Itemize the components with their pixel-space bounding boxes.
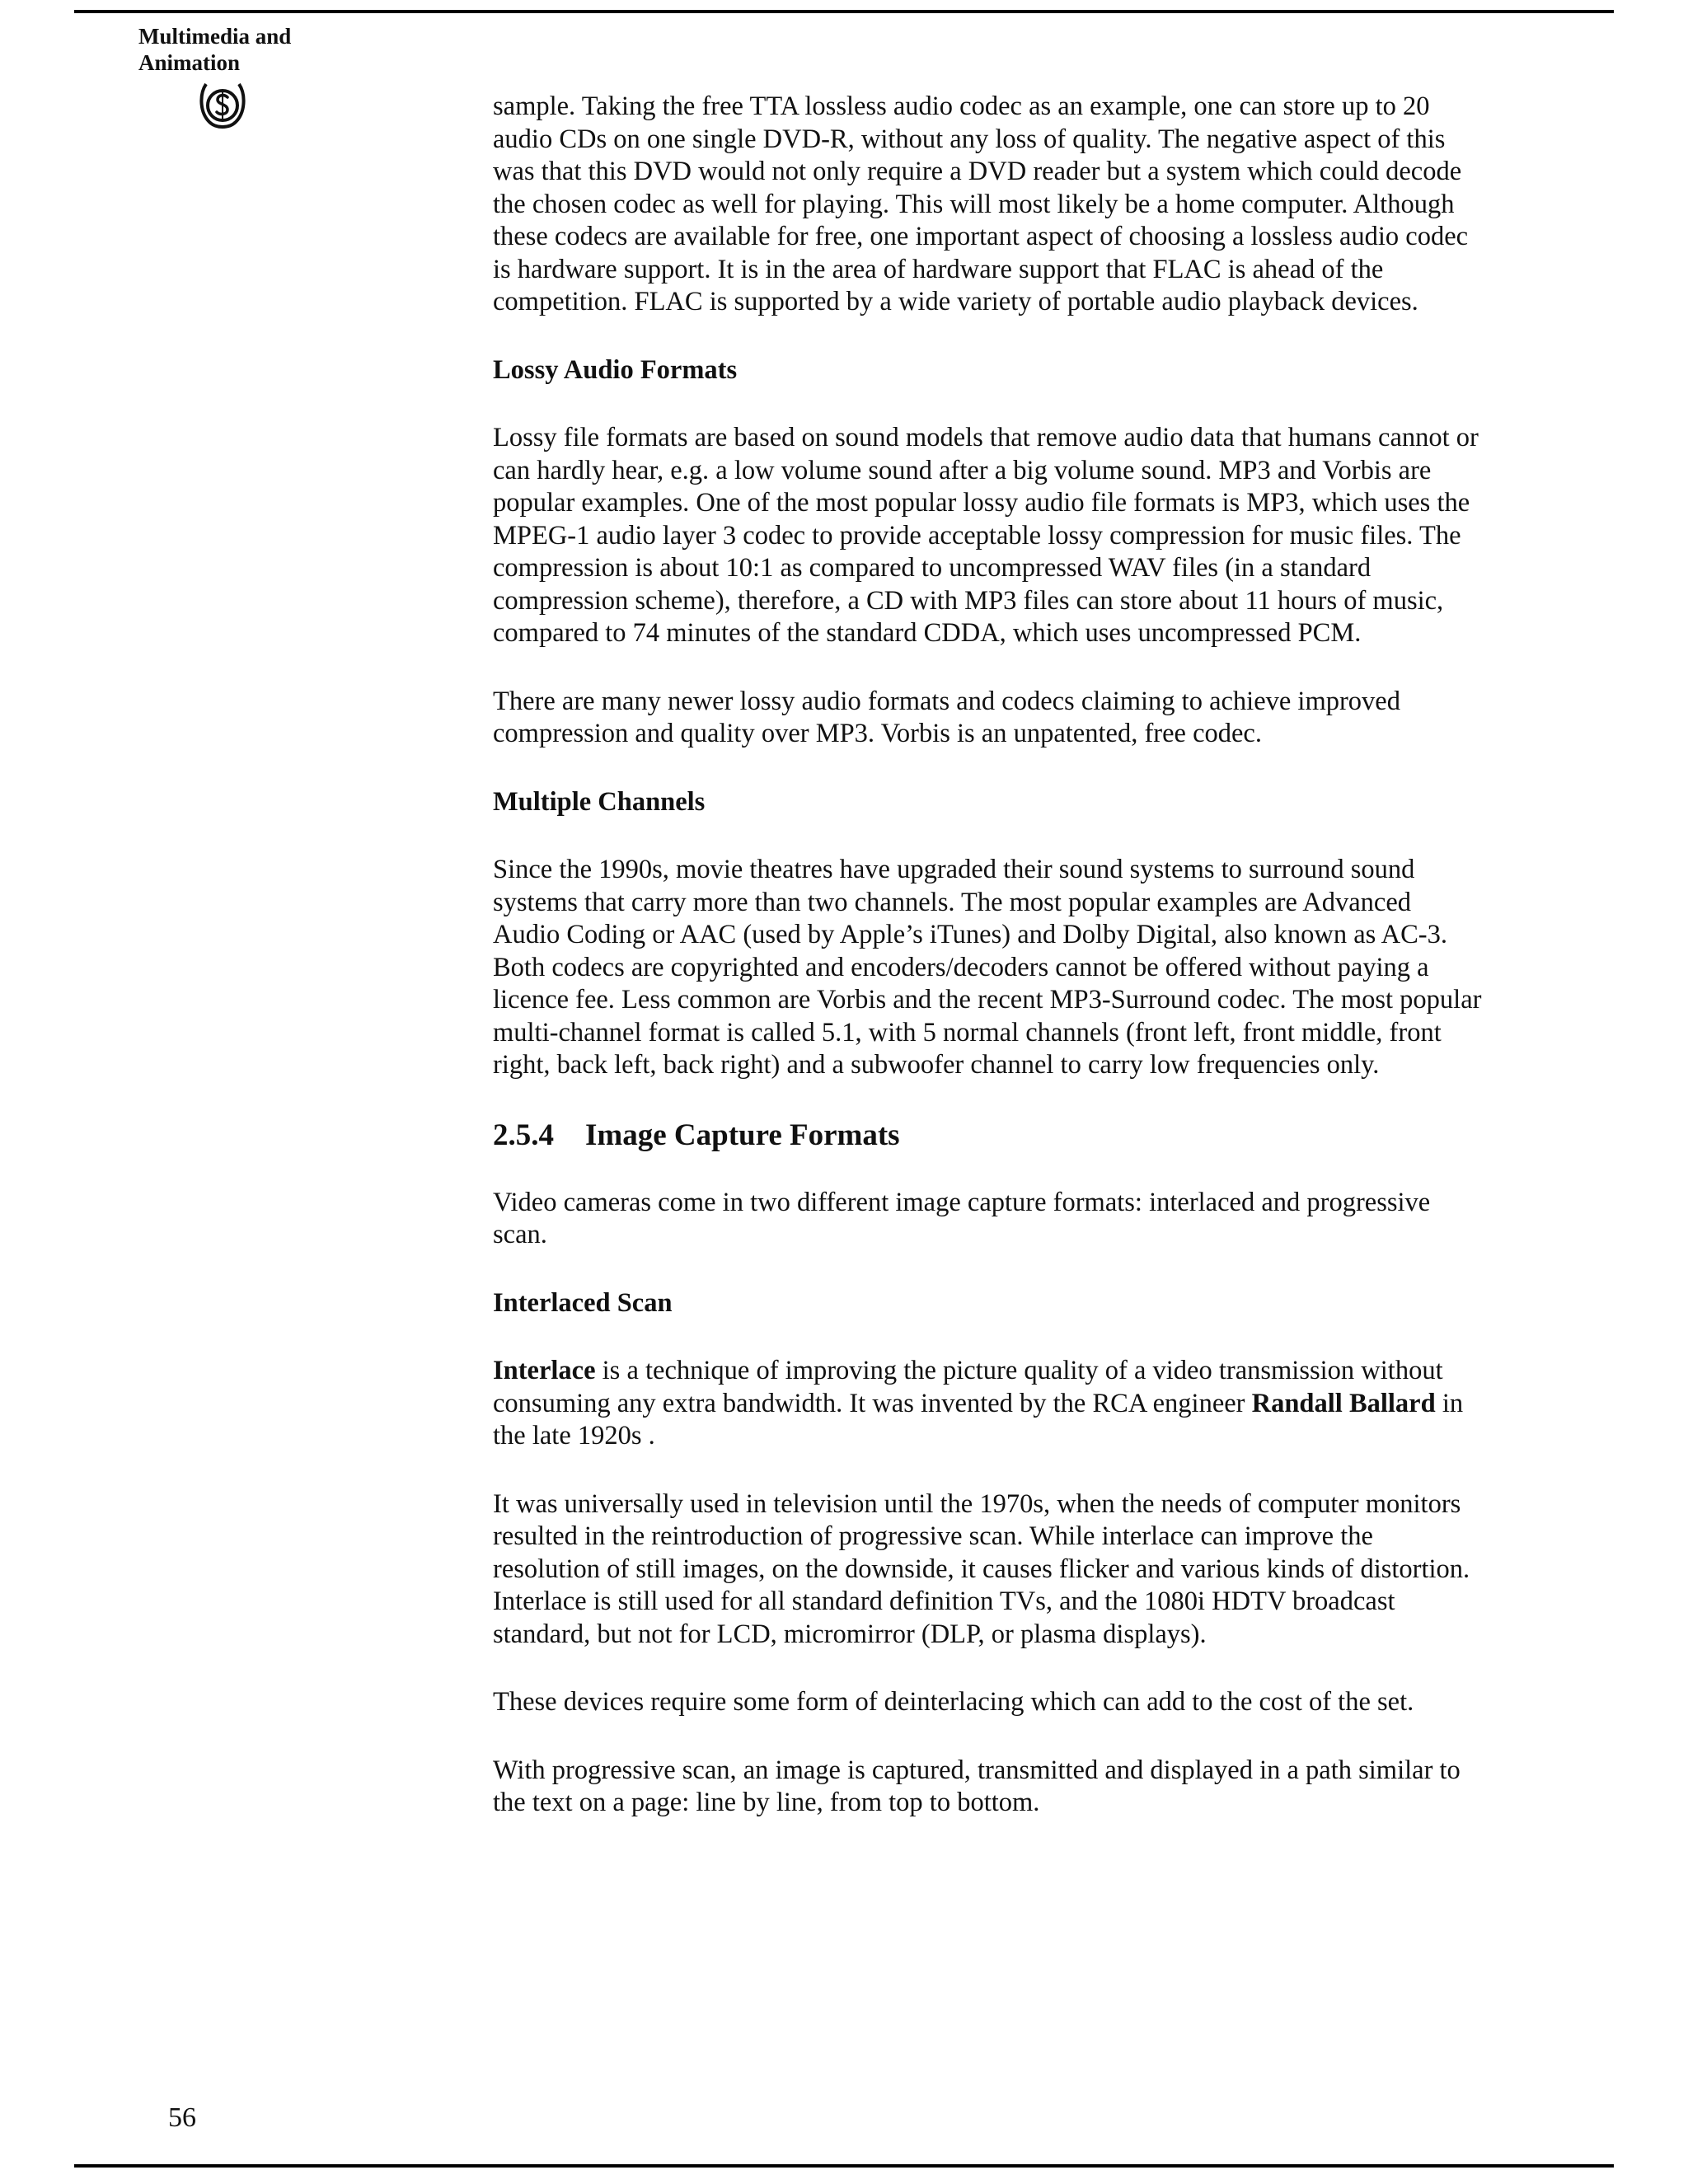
top-rule — [74, 10, 1614, 13]
subheading-lossy-audio-formats: Lossy Audio Formats — [493, 354, 738, 385]
subheading-multiple-channels: Multiple Channels — [493, 786, 706, 817]
paragraph-newer-lossy: There are many newer lossy audio formats and codecs claiming to achieve improved compression and quality over MP3. Vorbis is an unpatented, free codec. — [493, 686, 1400, 748]
section-heading — [493, 1118, 1482, 1154]
running-title-line1: Multimedia and — [138, 24, 292, 49]
name-randall-ballard: Randall Ballard — [1251, 1388, 1436, 1418]
paragraph-multiple-channels: Since the 1990s, movie theatres have upgraded their sound systems to surround sound systems that carry more than two channels. The most popular examples are Advanced Audio Coding or AAC (used by Apple’s iTunes) and Dolby Digital, also known as AC-3. Both codecs are copyrighted and encoders/decoders cannot be offered without paying a licence fee. Less common are Vorbis and the recent MP3-Surround codec. The most popular multi-channel format is called 5.1, with 5 normal channels (front left, front middle, front right, back left, back right) and a subwoofer channel to carry low frequencies only. — [493, 855, 1482, 1080]
running-title-line2: Animation — [138, 50, 241, 75]
section-number: 2.5.4 — [493, 1118, 554, 1152]
interlace-text-1: is a technique of improving the picture quality of a video transmission without consuming any extra bandwidth. It was invented by the RCA engineer — [493, 1356, 1443, 1418]
running-head — [138, 23, 291, 76]
paragraph-lossy-formats: Lossy file formats are based on sound models that remove audio data that humans cannot or can hardly hear, e.g. a low volume sound after a big volume sound. MP3 and Vorbis are popular examples. One of the most popular lossy audio file formats is MP3, which uses the MPEG-1 audio layer 3 codec to provide acceptable lossy compression for music files. The compression is about 10:1 as compared to uncompressed WAV files (in a standard compression scheme), therefore, a CD with MP3 files can store about 11 hours of music, compared to 74 minutes of the standard CDDA, which uses uncompressed PCM. — [493, 423, 1479, 648]
paragraph-capture-formats: Video cameras come in two different image capture formats: interlaced and progressive scan. — [493, 1187, 1431, 1249]
university-emblem-icon — [198, 77, 247, 130]
subheading-interlaced-scan: Interlaced Scan — [493, 1287, 673, 1318]
paragraph-interlace-definition — [493, 1355, 1482, 1453]
term-interlace: Interlace — [493, 1356, 596, 1385]
paragraph-deinterlacing: These devices require some form of deinterlacing which can add to the cost of the set. — [493, 1687, 1414, 1717]
section-title: Image Capture Formats — [585, 1118, 900, 1152]
paragraph-progressive-scan: With progressive scan, an image is captured, transmitted and displayed in a path similar to the text on a page: line by line, from top to bottom. — [493, 1755, 1461, 1817]
main-text-column — [493, 91, 1482, 1855]
page-number: 56 — [168, 2102, 196, 2133]
interlace-text-2: in the late 1920s . — [493, 1388, 1464, 1451]
paragraph-lossless-intro: sample. Taking the free TTA lossless audio codec as an example, one can store up to 20 audio CDs on one single DVD-R, without any loss of quality. The negative aspect of this was that this DVD would not only require a DVD reader but a system which could decode the chosen codec as well for playing. This will most likely be a home computer. Although these codecs are available for free, one important aspect of choosing a lossless audio codec is hardware support. It is in the area of hardware support that FLAC is ahead of the competition. FLAC is supported by a wide variety of portable audio playback devices. — [493, 91, 1469, 316]
paragraph-interlace-history: It was universally used in television until the 1970s, when the needs of computer monitors resulted in the reintroduction of progressive scan. While interlace can improve the resolution of still images, on the downside, it causes flicker and various kinds of distortion. Interlace is still used for all standard definition TVs, and the 1080i HDTV broadcast standard, but not for LCD, micromirror (DLP, or plasma displays). — [493, 1488, 1470, 1649]
bottom-rule — [74, 2164, 1614, 2168]
